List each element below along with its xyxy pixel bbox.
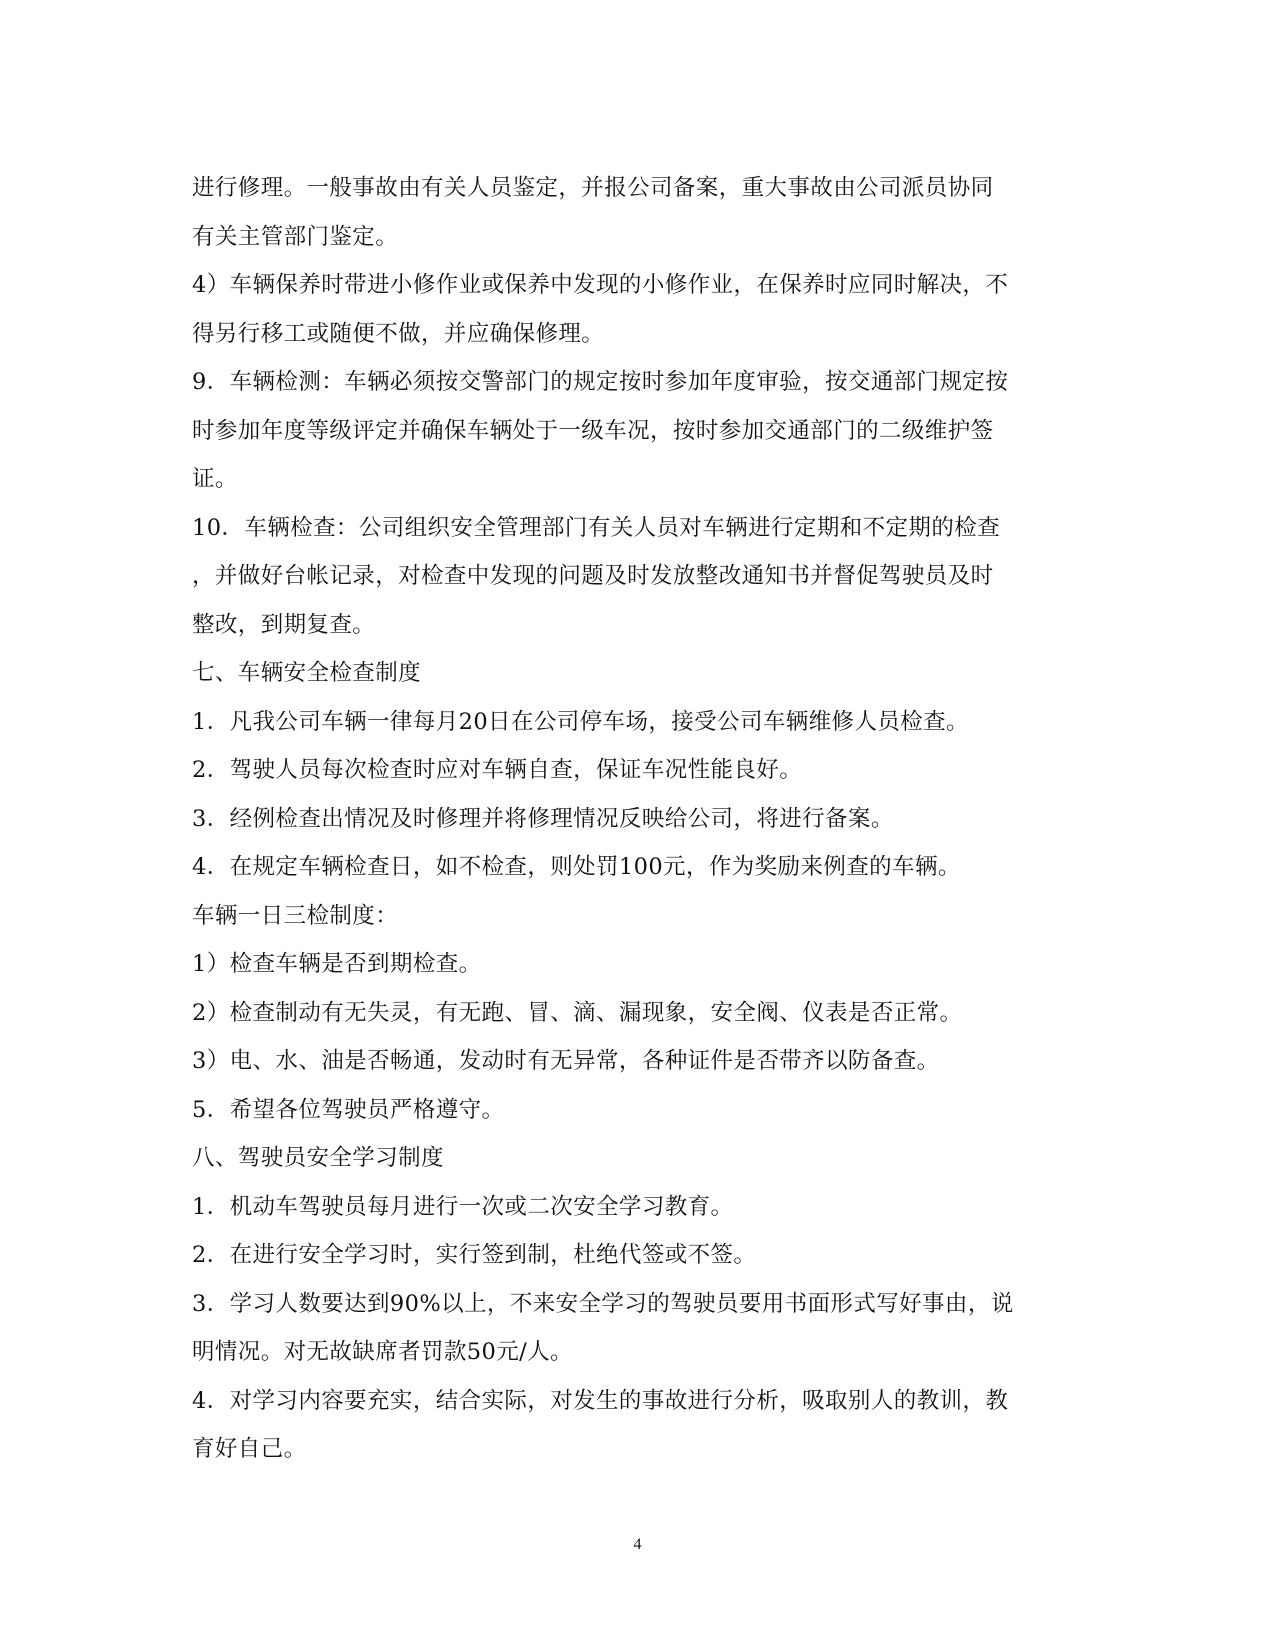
text-line: 1．机动车驾驶员每月进行一次或二次安全学习教育。 [192, 1193, 734, 1220]
text-line: 3）电、水、油是否畅通，发动时有无异常，各种证件是否带齐以防备查。 [192, 1048, 940, 1074]
text-line: 育好自己。 [192, 1436, 307, 1462]
text-line: ，并做好台帐记录，对检查中发现的问题及时发放整改通知书并督促驾驶员及时 [192, 563, 994, 589]
text-line: 3．经例检查出情况及时修理并将修理情况反映给公司，将进行备案。 [192, 805, 894, 832]
text-line: 4．对学习内容要充实，结合实际，对发生的事故进行分析，吸取别人的教训，教 [192, 1387, 1009, 1414]
text-line: 时参加年度等级评定并确保车辆处于一级车况，按时参加交通部门的二级维护签 [192, 417, 994, 444]
document-body [192, 164, 1082, 1474]
text-line: 明情况。对无故缺席者罚款50元/人。 [192, 1339, 573, 1365]
text-line: 3．学习人数要达到90%以上，不来安全学习的驾驶员要用书面形式写好事由，说 [192, 1290, 1014, 1317]
text-line: 4．在规定车辆检查日，如不检查，则处罚100元，作为奖励来例查的车辆。 [192, 854, 961, 880]
text-line: 有关主管部门鉴定。 [192, 223, 399, 250]
text-line: 9．车辆检测：车辆必须按交警部门的规定按时参加年度审验，按交通部门规定按 [192, 369, 1009, 395]
text-line: 2）检查制动有无失灵，有无跑、冒、滴、漏现象，安全阀、仪表是否正常。 [192, 999, 963, 1026]
section-heading: 七、车辆安全检查制度 [192, 660, 422, 686]
text-line: 证。 [192, 466, 238, 492]
section-heading: 八、驾驶员安全学习制度 [192, 1145, 444, 1171]
text-line: 1）检查车辆是否到期检查。 [192, 951, 482, 977]
text-line: 2．驾驶人员每次检查时应对车辆自查，保证车况性能良好。 [192, 757, 803, 783]
text-line: 10．车辆检查：公司组织安全管理部门有关人员对车辆进行定期和不定期的检查 [192, 514, 1001, 541]
sub-heading: 车辆一日三检制度： [192, 902, 399, 929]
text-line: 整改，到期复查。 [192, 611, 376, 638]
text-line: 进行修理。一般事故由有关人员鉴定，并报公司备案，重大事故由公司派员协同 [192, 175, 994, 201]
text-line: 5．希望各位驾驶员严格遵守。 [192, 1096, 505, 1123]
text-line: 得另行移工或随便不做，并应确保修理。 [192, 320, 605, 347]
text-line: 1．凡我公司车辆一律每月20日在公司停车场，接受公司车辆维修人员检查。 [192, 708, 969, 735]
text-line: 4）车辆保养时带进小修作业或保养中发现的小修作业，在保养时应同时解决，不 [192, 272, 1009, 298]
text-line: 2．在进行安全学习时，实行签到制，杜绝代签或不签。 [192, 1242, 757, 1268]
page-number: 4 [633, 1536, 642, 1553]
